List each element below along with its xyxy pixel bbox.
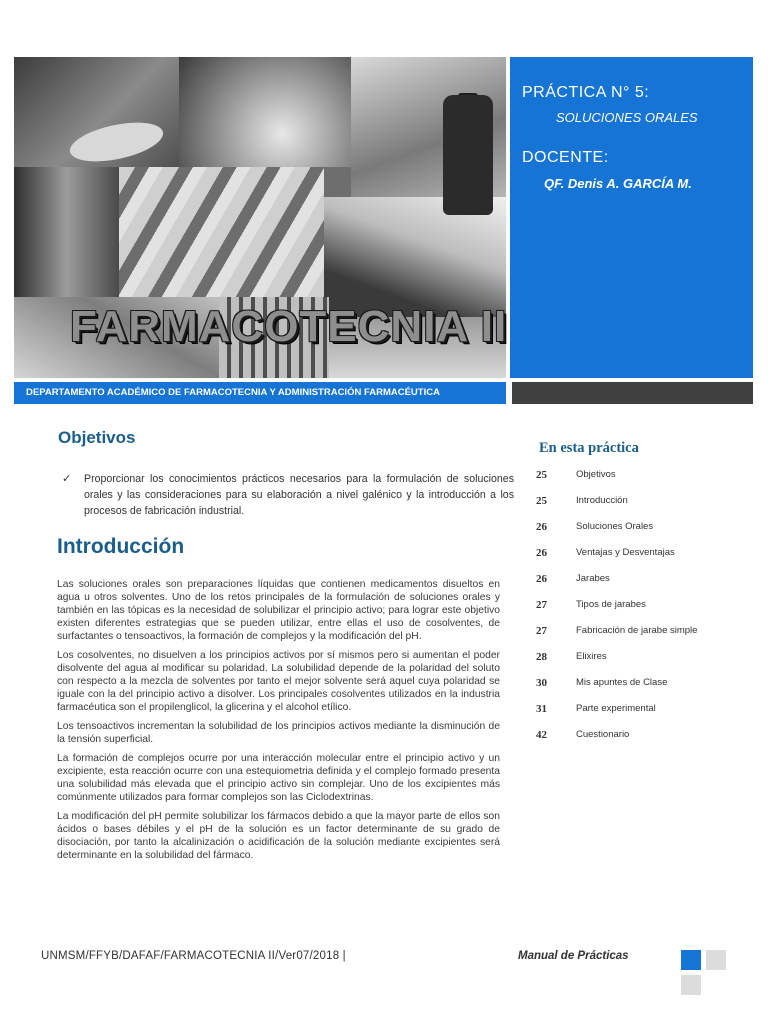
toc-page: 31 — [536, 703, 547, 715]
intro-paragraph: Los cosolventes, no disuelven a los principios activos por sí mismos pero si aumentan el poder disolvente del agua al modificar su polaridad. La solubilidad depende de la polaridad del soluto con respecto a la mezcla de solventes por tanto el mejor solvente será aquel cuya polaridad se iguale con la del principio activo a disolver. Los principales cosolventes utilizados en la industria farmacéutica son el propilenglicol, la glicerina y el alcohol etílico. — [57, 650, 500, 713]
header-dark-bar — [512, 382, 753, 404]
toc-item-elixires[interactable] — [536, 648, 751, 666]
toc-item-jarabes[interactable] — [536, 570, 751, 588]
toc-page: 42 — [536, 729, 547, 741]
objetivos-heading: Objetivos — [58, 428, 136, 447]
teacher-label: DOCENTE: — [522, 149, 609, 166]
practice-title: SOLUCIONES ORALES — [556, 110, 698, 125]
toc-label: Jarabes — [576, 573, 610, 584]
toc-label: Fabricación de jarabe simple — [576, 625, 698, 636]
teacher-name: QF. Denis A. GARCÍA M. — [544, 176, 692, 191]
introduccion-body — [57, 578, 500, 868]
toc-item-cuestionario[interactable] — [536, 726, 751, 744]
footer-square-light — [706, 950, 726, 970]
toc-item-introduccion[interactable] — [536, 492, 751, 510]
toc-label: Objetivos — [576, 469, 616, 480]
toc-item-fabricacion[interactable] — [536, 622, 751, 640]
toc-page: 26 — [536, 521, 547, 533]
objetivos-text: Proporcionar los conocimientos prácticos necesarios para la formulación de soluciones orales y las consideraciones para su elaboración a nivel galénico y la introducción a los procesos de fabricación industrial. — [84, 473, 514, 517]
toc-label: Elixires — [576, 651, 607, 662]
toc-item-tipos-jarabes[interactable] — [536, 596, 751, 614]
collage-photo-syrup — [324, 197, 506, 317]
toc-label: Tipos de jarabes — [576, 599, 646, 610]
toc-page: 26 — [536, 547, 547, 559]
toc-page: 25 — [536, 469, 547, 481]
syrup-bottle-shape — [443, 95, 493, 215]
toc-label: Ventajas y Desventajas — [576, 547, 675, 558]
toc-label: Parte experimental — [576, 703, 656, 714]
footer-square-blue — [681, 950, 701, 970]
toc-list — [536, 466, 751, 752]
collage-photo-bottles — [14, 167, 119, 297]
toc-page: 26 — [536, 573, 547, 585]
toc-page: 25 — [536, 495, 547, 507]
footer-square-light — [681, 975, 701, 995]
intro-paragraph: La formación de complejos ocurre por una interacción molecular entre el principio activo y un excipiente, esta reacción ocurre con una estequiometria definida y el complejo formado presenta una solubilidad más elevada que el principio activo sin complejar. Uno de los excipientes más comúnmente utilizados para formar complejos son las Ciclodextrinas. — [57, 753, 500, 803]
toc-label: Cuestionario — [576, 729, 630, 740]
department-bar: DEPARTAMENTO ACADÉMICO DE FARMACOTECNIA Y ADMINISTRACIÓN FARMACÉUTICA — [14, 382, 506, 404]
collage-photo-blisters — [119, 167, 324, 297]
toc-item-soluciones-orales[interactable] — [536, 518, 751, 536]
toc-page: 27 — [536, 625, 547, 637]
toc-item-ventajas[interactable] — [536, 544, 751, 562]
toc-label: Mis apuntes de Clase — [576, 677, 668, 688]
introduccion-heading: Introducción — [57, 535, 185, 558]
toc-item-objetivos[interactable] — [536, 466, 751, 484]
toc-item-apuntes[interactable] — [536, 674, 751, 692]
practice-label: PRÁCTICA N° 5: — [522, 84, 650, 101]
toc-page: 30 — [536, 677, 547, 689]
footer-reference: UNMSM/FFYB/DAFAF/FARMACOTECNIA II/Ver07/2018 | — [41, 950, 346, 962]
toc-item-parte-experimental[interactable] — [536, 700, 751, 718]
toc-heading: En esta práctica — [539, 440, 639, 456]
intro-paragraph: Los tensoactivos incrementan la solubilidad de los principios activos mediante la disminución de la tensión superficial. — [57, 721, 500, 745]
intro-paragraph: La modificación del pH permite solubilizar los fármacos debido a que la mayor parte de ellos son ácidos o bases débiles y el pH de la solución es un factor determinante de su grado de disociación, por tanto la alcalinización o acidificación de la solución mediante excipientes será determinante en la solubilidad del fármaco. — [57, 811, 500, 861]
toc-page: 28 — [536, 651, 547, 663]
collage-title: FARMACOTECNIA II — [70, 302, 508, 351]
practice-info-box — [510, 57, 753, 378]
footer-manual-label: Manual de Prácticas — [518, 950, 629, 962]
toc-label: Introducción — [576, 495, 628, 506]
collage-photo-hand — [179, 57, 351, 167]
intro-paragraph: Las soluciones orales son preparaciones líquidas que contienen medicamentos disueltos en agua u otros solventes. Uno de los retos principales de la formulación de soluciones orales y también en las tópicas es la necesidad de solubilizar el principio activo; para lograr este objetivo existen diferentes estrategias que se pueden utilizar, entre ellas el uso de cosolventes, de surfactantes o tensoactivos, la formación de complejos y la modificación del pH. — [57, 579, 500, 642]
toc-label: Soluciones Orales — [576, 521, 654, 532]
toc-page: 27 — [536, 599, 547, 611]
check-icon: ✓ — [62, 473, 72, 485]
